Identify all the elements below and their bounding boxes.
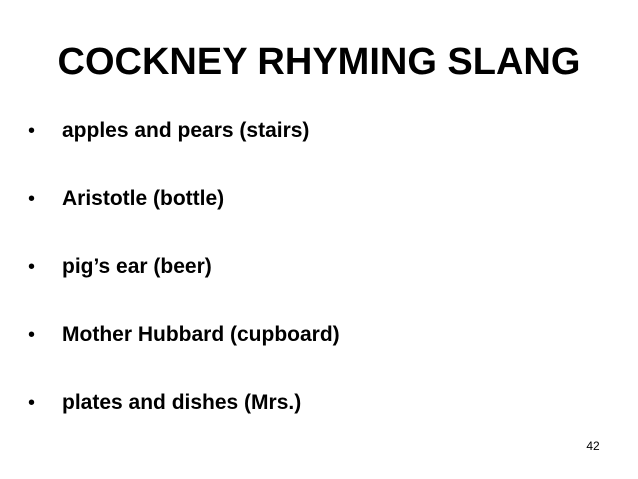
bullet-item	[28, 384, 340, 452]
bullet-icon: •	[28, 120, 36, 142]
bullet-icon: •	[28, 392, 36, 414]
bullet-icon: •	[28, 188, 36, 210]
slide-title: COCKNEY RHYMING SLANG	[57, 41, 581, 83]
bullet-text: plates and dishes (Mrs.)	[62, 391, 302, 414]
bullet-item	[28, 112, 340, 180]
bullet-text: Aristotle (bottle)	[62, 187, 225, 210]
page-number: 42	[586, 439, 600, 453]
bullet-text: Mother Hubbard (cupboard)	[62, 323, 340, 346]
bullet-list	[28, 112, 340, 452]
bullet-text: pig’s ear (beer)	[62, 255, 212, 278]
bullet-icon: •	[28, 256, 36, 278]
bullet-icon: •	[28, 324, 36, 346]
bullet-text: apples and pears (stairs)	[62, 119, 310, 142]
bullet-item	[28, 180, 340, 248]
bullet-item	[28, 248, 340, 316]
bullet-item	[28, 316, 340, 384]
